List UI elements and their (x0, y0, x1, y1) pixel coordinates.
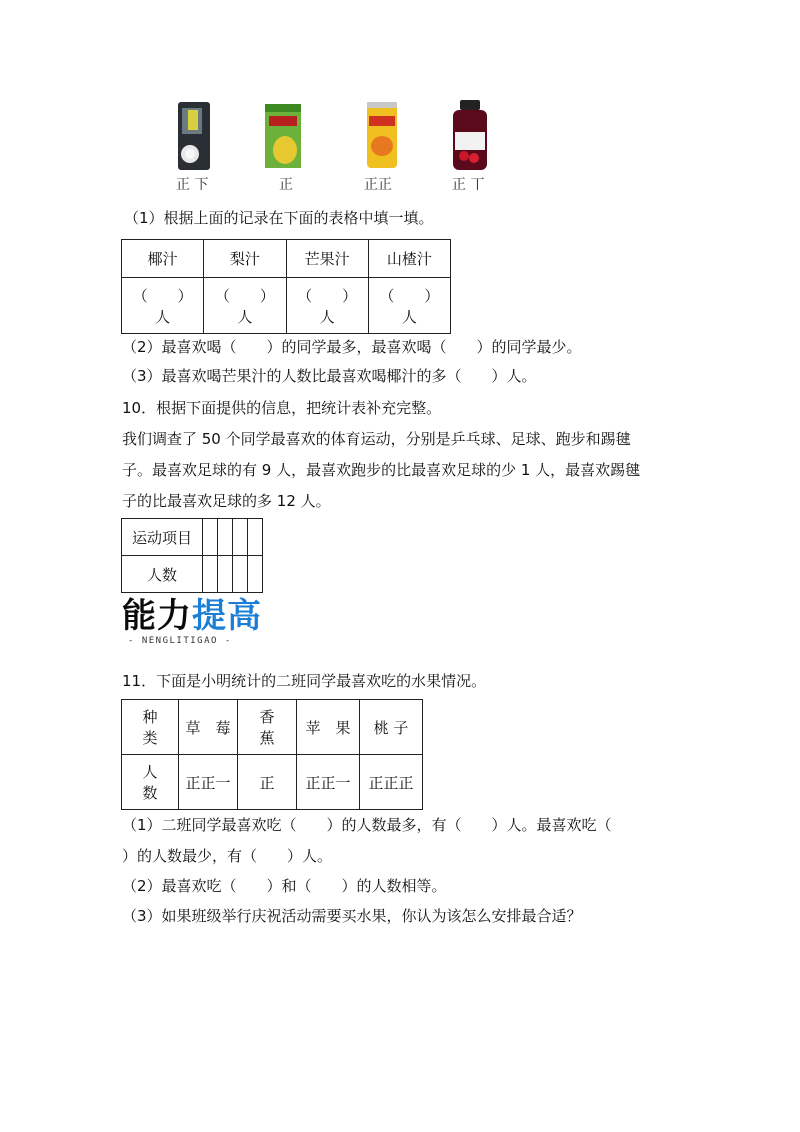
juice-count-cell[interactable]: （ ） 人 (286, 278, 368, 334)
juice-table (121, 239, 451, 334)
nengli-tigao-logo: 能力提高 (122, 596, 262, 636)
juice-header: 芒果汁 (286, 240, 368, 278)
coconut-tally: 正 下 (176, 177, 209, 193)
sports-blank-cell[interactable] (203, 556, 218, 593)
sports-blank-cell[interactable] (218, 556, 233, 593)
q10-title: 10．根据下面提供的信息，把统计表补充完整。 (122, 399, 442, 417)
juice-header: 梨汁 (204, 240, 286, 278)
coconut-juice-can-icon (176, 100, 212, 172)
fruit-name: 草 莓 (179, 700, 238, 755)
fruit-count: 正正一 (179, 755, 238, 810)
sports-table (121, 518, 263, 593)
sports-row-label: 运动项目 (122, 519, 203, 556)
q11-part1-line1: （1）二班同学最喜欢吃（ ）的人数最多，有（ ）人。最喜欢吃（ (122, 816, 612, 834)
q10-text-line2: 子。最喜欢足球的有 9 人，最喜欢跑步的比最喜欢足球的少 1 人，最喜欢踢毽 (122, 461, 641, 479)
fruit-row-label: 种 类 (122, 700, 179, 755)
fruit-name: 苹 果 (297, 700, 360, 755)
fruit-count: 正 (238, 755, 297, 810)
q9-part1: （1）根据上面的记录在下面的表格中填一填。 (124, 209, 434, 227)
fruit-name: 桃 子 (360, 700, 423, 755)
sports-blank-cell[interactable] (233, 519, 248, 556)
q10-text-line3: 子的比最喜欢足球的多 12 人。 (122, 492, 331, 510)
q11-part1-line2: ）的人数最少，有（ ）人。 (122, 847, 333, 865)
sports-blank-cell[interactable] (248, 519, 263, 556)
hawthorn-tally: 正 丅 (452, 177, 485, 193)
pear-tally: 正 (279, 177, 293, 193)
logo-subtitle: - NENGLITIGAO - (128, 636, 232, 646)
juice-header: 椰汁 (122, 240, 204, 278)
sports-blank-cell[interactable] (203, 519, 218, 556)
q10-text-line1: 我们调查了 50 个同学最喜欢的体育运动，分别是乒乓球、足球、跑步和踢毽 (122, 430, 631, 448)
fruit-table (121, 699, 423, 810)
q11-part3: （3）如果班级举行庆祝活动需要买水果，你认为该怎么安排最合适？ (122, 907, 582, 925)
fruit-count: 正正正 (360, 755, 423, 810)
fruit-name: 香 蕉 (238, 700, 297, 755)
sports-blank-cell[interactable] (248, 556, 263, 593)
sports-blank-cell[interactable] (218, 519, 233, 556)
pear-juice-box-icon (263, 102, 303, 170)
q11-title: 11．下面是小明统计的二班同学最喜欢吃的水果情况。 (122, 672, 487, 690)
juice-count-cell[interactable]: （ ） 人 (368, 278, 450, 334)
sports-row-label: 人数 (122, 556, 203, 593)
mango-juice-can-icon (365, 100, 399, 170)
q11-part2: （2）最喜欢吃（ ）和（ ）的人数相等。 (122, 877, 447, 895)
juice-count-cell[interactable]: （ ） 人 (122, 278, 204, 334)
mango-tally: 正正 (364, 177, 392, 193)
q9-part2: （2）最喜欢喝（ ）的同学最多，最喜欢喝（ ）的同学最少。 (122, 338, 582, 356)
fruit-row-label: 人 数 (122, 755, 179, 810)
sports-blank-cell[interactable] (233, 556, 248, 593)
fruit-count: 正正一 (297, 755, 360, 810)
hawthorn-juice-bottle-icon (450, 98, 490, 172)
juice-count-cell[interactable]: （ ） 人 (204, 278, 286, 334)
q9-part3: （3）最喜欢喝芒果汁的人数比最喜欢喝椰汁的多（ ）人。 (122, 367, 537, 385)
juice-header: 山楂汁 (368, 240, 450, 278)
